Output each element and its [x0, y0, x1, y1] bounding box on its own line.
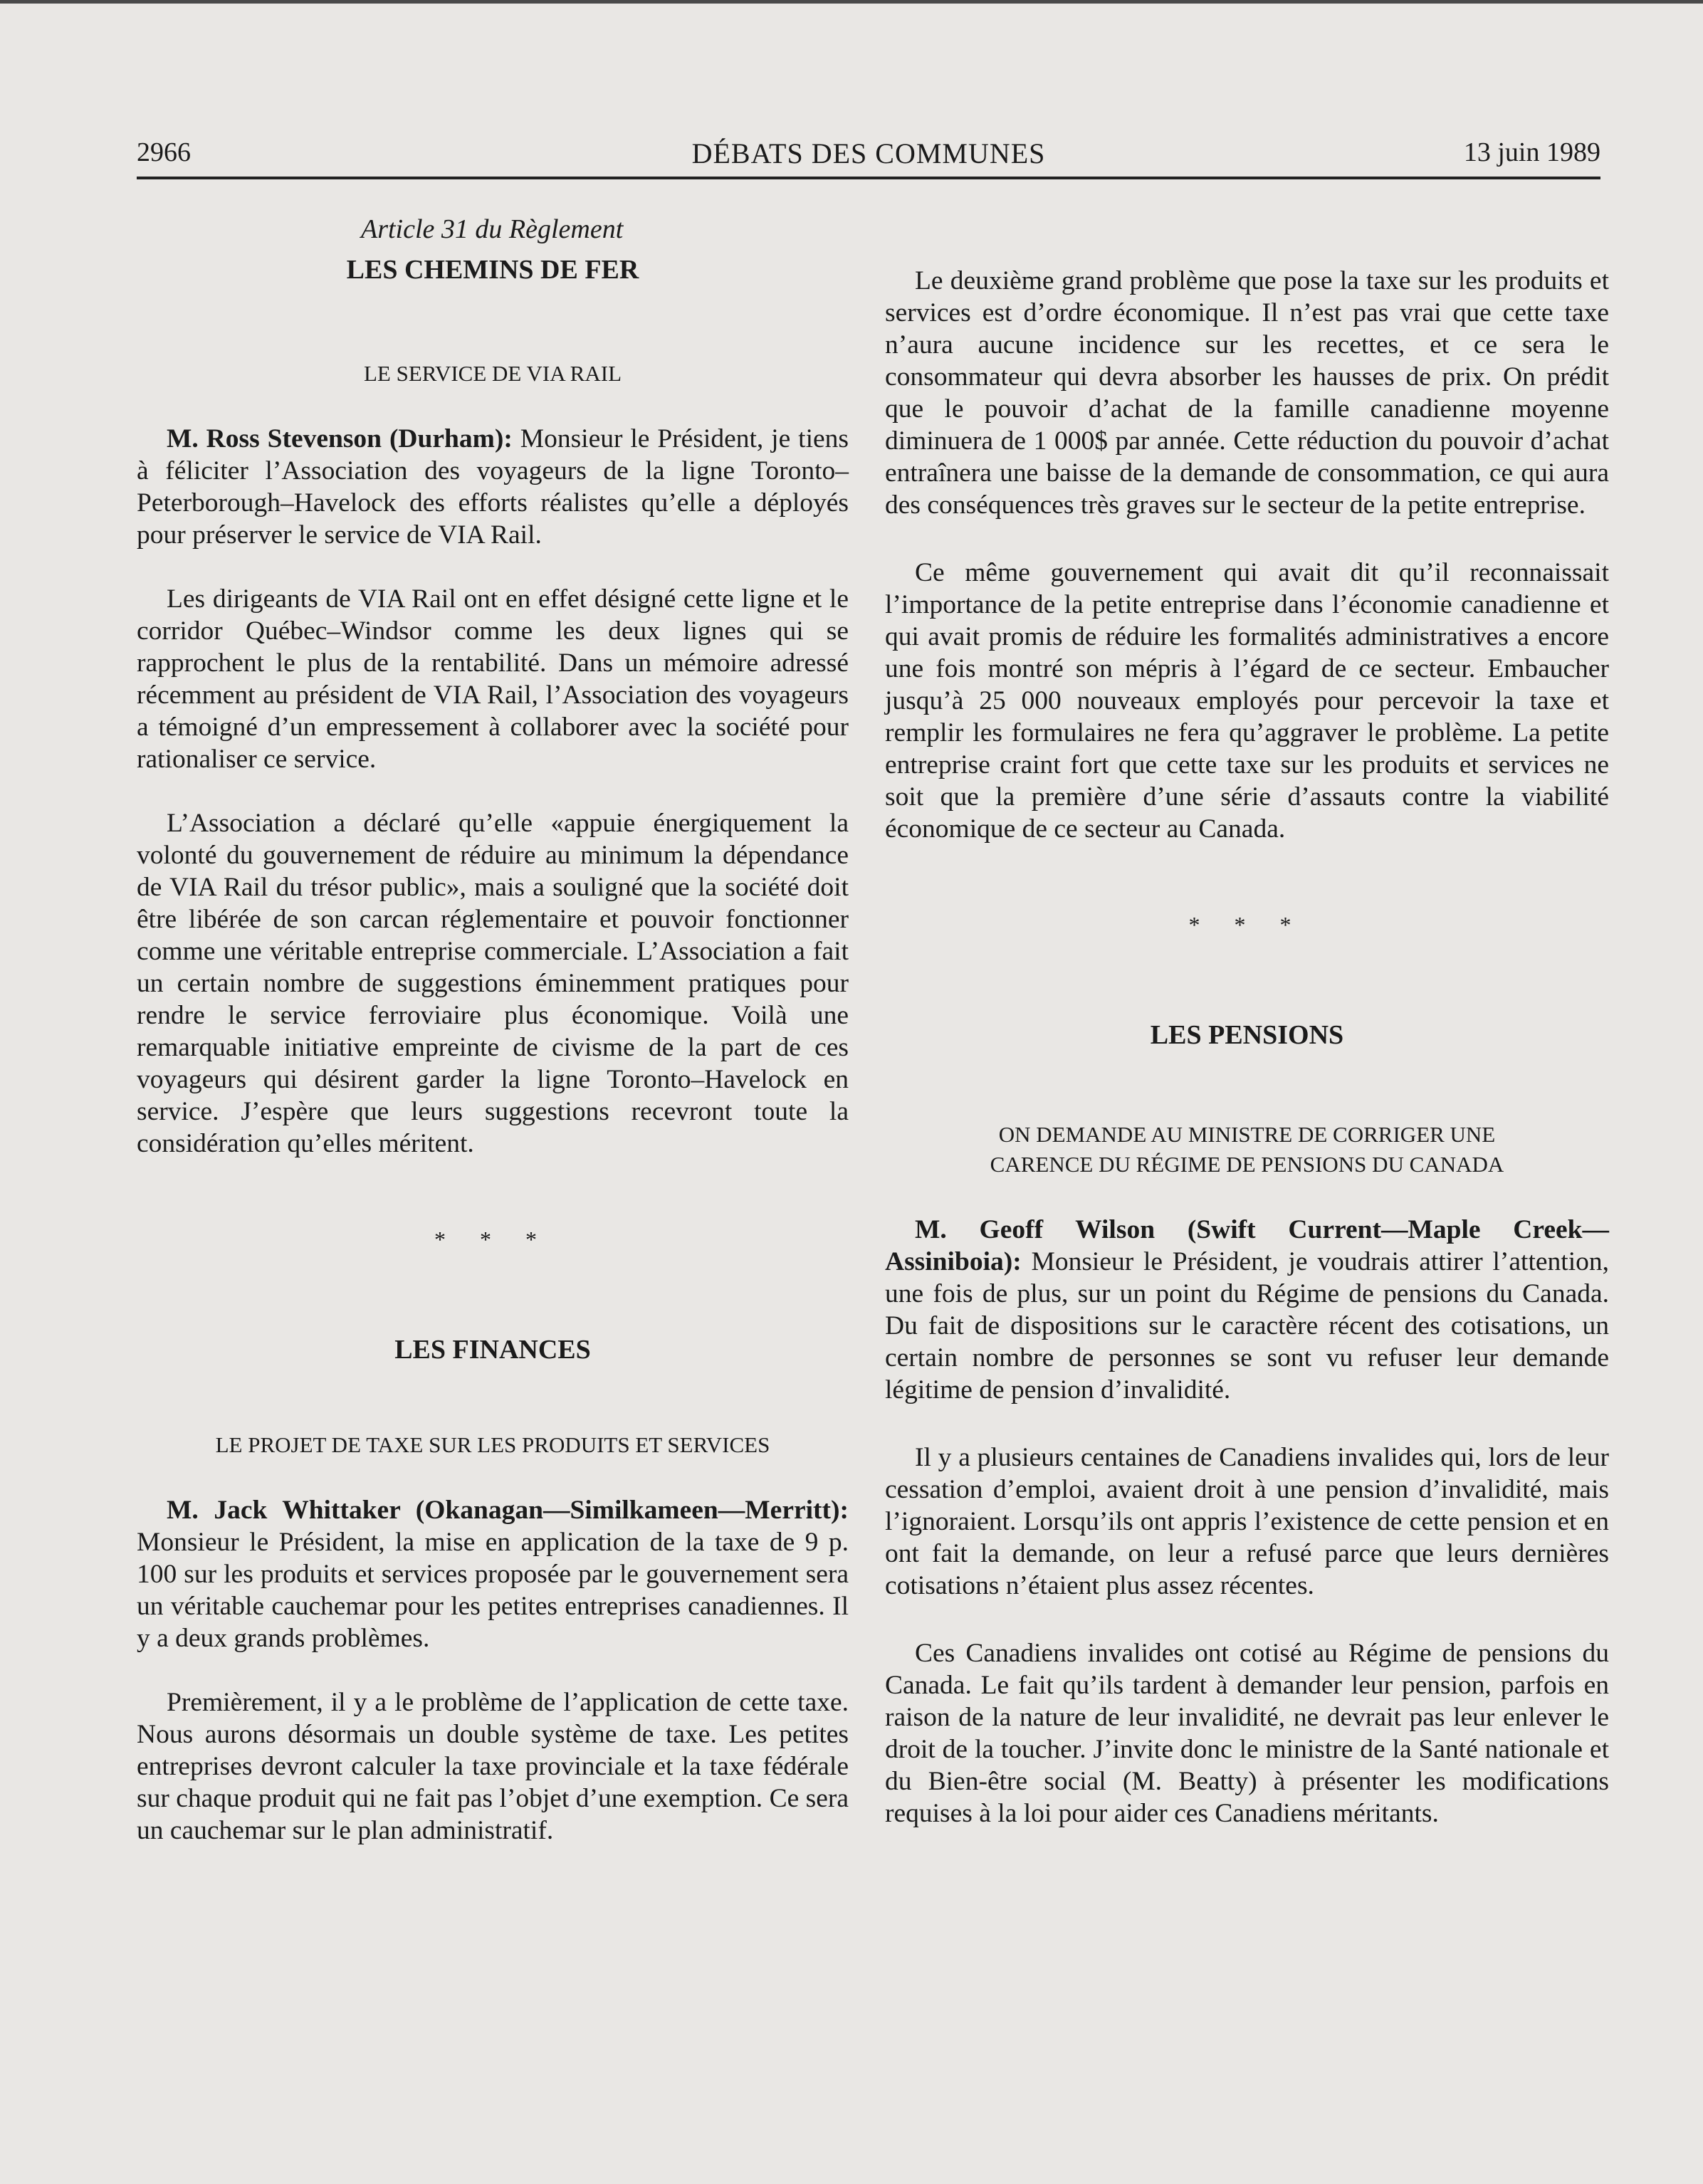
statement-paragraph: M. Geoff Wilson (Swift Current—Maple Creek—Assiniboia): Monsieur le Président, je voudrais attirer l’attention, une fois de plus, sur un point du Régime de pensions du Canada. Du fait de dispositions sur le caractère récent des cotisations, un certain nombre de personnes se sont vu refuser leur demande légitime de pension d’invalidité. [885, 1215, 1609, 1405]
page-number: 2966 [137, 137, 191, 167]
statement-paragraph: L’Association a déclaré qu’elle «appuie énergiquement la volonté du gouvernement de réduire au minimum la dépendance de VIA Rail du trésor public», mais a souligné que la société doit être libérée de son carcan réglementaire et pouvoir fonctionner comme une véritable entreprise commerciale. L’Association a fait un certain nombre de suggestions éminemment pratiques pour rendre le service ferroviaire plus économique. Voilà une remarquable initiative empreinte de civisme de la part de ces voyageurs qui désirent garder la ligne Toronto–Havelock en service. J’espère que leurs suggestions recevront toute la considération qu’elles méritent. [137, 809, 849, 1158]
speaker-name: M. Geoff Wilson (Swift Current—Maple Creek—Assiniboia): [885, 1215, 1609, 1276]
statement-paragraph: M. Jack Whittaker (Okanagan—Similkameen—Merritt): Monsieur le Président, la mise en application de la taxe de 9 p. 100 sur les produits et services proposée par le gouvernement sera un véritable cauchemar pour les petites entreprises canadiennes. Il y a deux grands problèmes. [137, 1496, 849, 1653]
running-title: DÉBATS DES COMMUNES [691, 137, 1046, 169]
section-title-pensions: LES PENSIONS [1150, 1020, 1344, 1050]
section-title-finances: LES FINANCES [394, 1335, 591, 1365]
speaker-name: M. Ross Stevenson (Durham): [167, 424, 513, 453]
section-separator: * * * [434, 1227, 551, 1252]
left-column [137, 214, 849, 1847]
section-subtitle-via-rail: LE SERVICE DE VIA RAIL [363, 361, 622, 386]
right-column [885, 214, 1609, 1829]
section-title-railways: LES CHEMINS DE FER [346, 255, 639, 285]
section-separator: * * * [1188, 912, 1306, 938]
section-subtitle-gst: LE PROJET DE TAXE SUR LES PRODUITS ET SERVICES [215, 1432, 770, 1457]
section-subtitle-cpp-line1: ON DEMANDE AU MINISTRE DE CORRIGER UNE [998, 1122, 1496, 1147]
statement-paragraph: Ce même gouvernement qui avait dit qu’il reconnaissait l’importance de la petite entreprise dans l’économie canadienne et qui avait promis de réduire les formalités administratives a encore une fois montré son mépris à l’égard de ce secteur. Embaucher jusqu’à 25 000 nouveaux employés pour percevoir la taxe et remplir les formulaires ne fera qu’aggraver le problème. La petite entreprise craint fort que cette taxe sur les produits et services ne soit que la première d’une série d’assauts contre la viabilité économique de ce secteur au Canada. [885, 558, 1609, 844]
statement-paragraph: Ces Canadiens invalides ont cotisé au Régime de pensions du Canada. Le fait qu’ils tardent à demander leur pension, parfois en raison de la nature de leur invalidité, ne devrait pas leur enlever le droit de la toucher. J’invite donc le ministre de la Santé nationale et du Bien-être social (M. Beatty) à présenter les modifications requises à la loi pour aider ces Canadiens méritants. [885, 1639, 1609, 1828]
statement-paragraph: M. Ross Stevenson (Durham): Monsieur le Président, je tiens à féliciter l’Association des voyageurs de la ligne Toronto–Peterborough–Havelock des efforts réalistes qu’elle a déployés pour préserver le service de VIA Rail. [137, 424, 849, 550]
header-date: 13 juin 1989 [1463, 137, 1600, 167]
statement-paragraph: Les dirigeants de VIA Rail ont en effet désigné cette ligne et le corridor Québec–Windsor comme les deux lignes qui se rapprochent le plus de la rentabilité. Dans un mémoire adressé récemment au président de VIA Rail, l’Association des voyageurs a témoigné d’un empressement à collaborer avec la société pour rationaliser ce service. [137, 584, 849, 774]
speaker-name: M. Jack Whittaker (Okanagan—Similkameen—Merritt): [167, 1496, 849, 1525]
page-top-border [0, 0, 1703, 4]
statement-paragraph: Il y a plusieurs centaines de Canadiens invalides qui, lors de leur cessation d’emploi, avaient droit à une pension d’invalidité, mais l’ignoraient. Lorsqu’ils ont appris l’existence de cette pension et en ont fait la demande, on leur a refusé parce que leurs dernières cotisations n’étaient plus assez récentes. [885, 1443, 1609, 1600]
rule-reference: Article 31 du Règlement [361, 214, 624, 244]
statement-paragraph: Le deuxième grand problème que pose la taxe sur les produits et services est d’ordre économique. Il n’est pas vrai que cette taxe n’aura aucune incidence sur les recettes, et ce sera le consommateur qui devra absorber les hausses de prix. On prédit que le pouvoir d’achat de la famille canadienne moyenne diminuera de 1 000$ par année. Cette réduction du pouvoir d’achat entraînera une baisse de la demande de consommation, ce qui aura des conséquences très graves sur le secteur de la petite entreprise. [885, 266, 1609, 520]
statement-paragraph: Premièrement, il y a le problème de l’application de cette taxe. Nous aurons désormais un double système de taxe. Les petites entreprises devront calculer la taxe provinciale et la taxe fédérale sur chaque produit qui ne fait pas l’objet d’une exemption. Ce sera un cauchemar sur le plan administratif. [137, 1688, 849, 1845]
section-subtitle-cpp-line2: CARENCE DU RÉGIME DE PENSIONS DU CANADA [990, 1152, 1504, 1177]
page-header [137, 137, 1600, 179]
